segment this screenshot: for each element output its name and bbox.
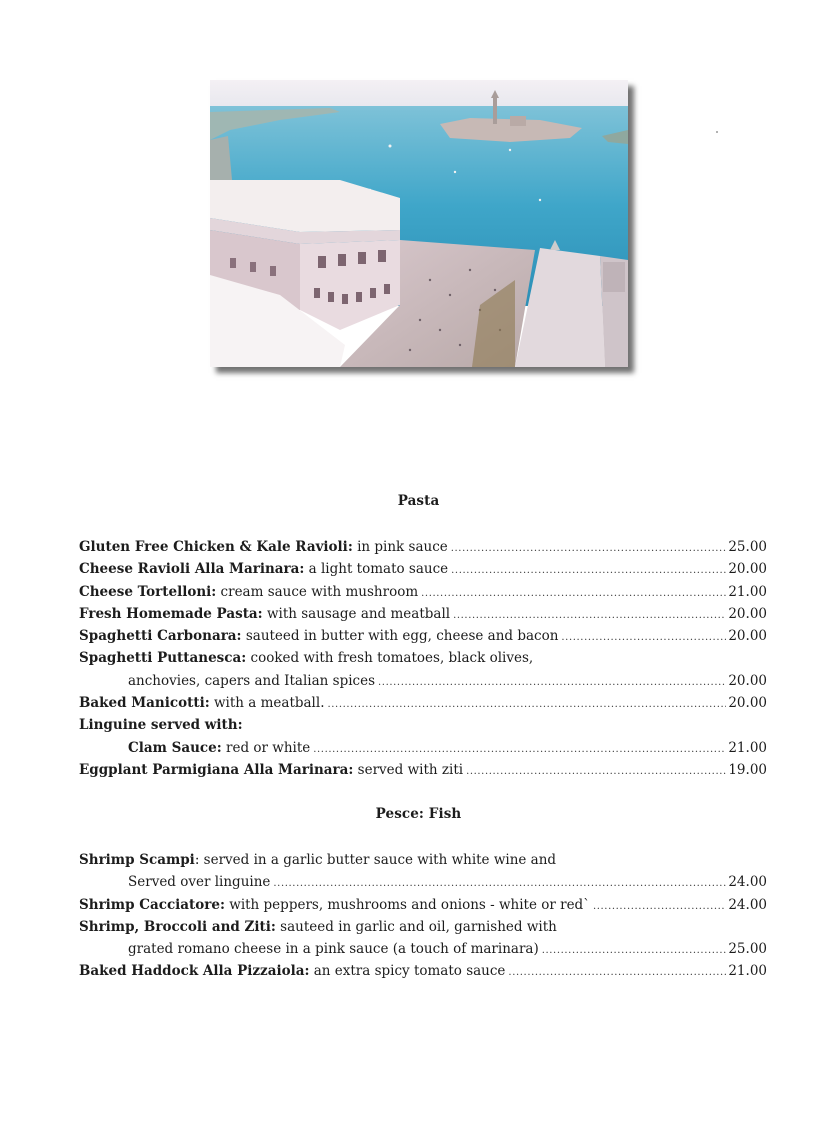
item-price: 21.00 (728, 963, 767, 980)
menu-item-shrimp-scampi (79, 849, 767, 871)
item-price: 20.00 (728, 695, 767, 712)
item-price: 20.00 (728, 672, 767, 689)
dot-leader (421, 583, 726, 605)
dot-leader (508, 962, 726, 984)
menu-item-shrimp-broccoli-ziti-cont (79, 938, 767, 960)
item-description: sauteed in butter with egg, cheese and bacon (241, 628, 559, 645)
menu-item-linguine (79, 714, 767, 736)
item-name: Gluten Free Chicken & Kale Ravioli: (79, 539, 353, 555)
dot-leader (466, 761, 726, 783)
dot-leader (542, 940, 727, 962)
item-name: Linguine served with: (79, 717, 243, 734)
item-price: 25.00 (728, 941, 767, 958)
dot-leader (378, 672, 726, 694)
item-description: cream sauce with mushroom (216, 583, 419, 600)
item-name: Shrimp Cacciatore: (79, 896, 225, 913)
item-name: Baked Manicotti: (79, 695, 210, 712)
fish-menu (79, 849, 767, 983)
item-name: Spaghetti Puttanesca: (79, 650, 247, 667)
item-name: Baked Haddock Alla Pizzaiola: (79, 963, 310, 980)
item-description: a light tomato sauce (304, 561, 449, 578)
menu-item-spaghetti-puttanesca-cont (79, 670, 767, 692)
pasta-menu (79, 536, 767, 781)
menu-item-baked-haddock (79, 960, 767, 982)
item-price: 20.00 (728, 561, 767, 578)
item-description: sauteed in garlic and oil, garnished with (275, 918, 557, 935)
item-name: Spaghetti Carbonara: (79, 628, 242, 645)
menu-item-homemade-pasta (79, 603, 767, 625)
menu-item-cheese-tortelloni (79, 581, 767, 603)
item-description: served with ziti (353, 761, 464, 778)
item-description: with a meatball. (209, 695, 325, 712)
item-description: in pink sauce (352, 539, 448, 555)
dot-leader (451, 560, 726, 582)
item-description: with peppers, mushrooms and onions - white or red` (224, 896, 590, 913)
item-description: cooked with fresh tomatoes, black olives, (246, 650, 534, 667)
pasta-section-title: Pasta (397, 493, 440, 509)
item-price: 24.00 (728, 896, 767, 913)
item-description-continued: Served over linguine (128, 874, 271, 891)
item-name: Eggplant Parmigiana Alla Marinara: (79, 761, 354, 778)
item-description-continued: grated romano cheese in a pink sauce (a touch of marinara) (128, 941, 539, 958)
item-price: 25.00 (728, 539, 767, 555)
menu-item-spaghetti-carbonara (79, 625, 767, 647)
menu-item-shrimp-cacciatore (79, 894, 767, 916)
item-name: Fresh Homemade Pasta: (79, 605, 263, 622)
item-price: 21.00 (728, 583, 767, 600)
dot-leader (273, 873, 726, 895)
menu-item-shrimp-broccoli-ziti (79, 916, 767, 938)
page-speck (716, 131, 718, 133)
item-name: Cheese Ravioli Alla Marinara: (79, 561, 305, 578)
item-description: red or white (221, 739, 311, 756)
venice-photo (210, 80, 628, 367)
item-price: 19.00 (728, 761, 767, 778)
menu-item-gluten-free-ravioli (79, 536, 767, 558)
menu-item-spaghetti-puttanesca (79, 647, 767, 669)
menu-item-baked-manicotti (79, 692, 767, 714)
item-description: an extra spicy tomato sauce (309, 963, 506, 980)
dot-leader (451, 538, 727, 560)
dot-leader (327, 694, 726, 716)
item-name: Shrimp, Broccoli and Ziti: (79, 918, 276, 935)
item-price: 20.00 (728, 628, 767, 645)
item-subname: Clam Sauce: (128, 739, 222, 756)
menu-item-shrimp-scampi-cont (79, 871, 767, 893)
item-price: 24.00 (728, 874, 767, 891)
item-price: 21.00 (728, 739, 767, 756)
item-name: Shrimp Scampi (79, 852, 195, 868)
item-name: Cheese Tortelloni: (79, 583, 217, 600)
item-price: 20.00 (728, 605, 767, 622)
item-description-continued: anchovies, capers and Italian spices (128, 672, 376, 689)
dot-leader (593, 896, 726, 918)
menu-item-eggplant-parmigiana (79, 759, 767, 781)
dot-leader (561, 627, 726, 649)
menu-item-cheese-ravioli (79, 558, 767, 580)
fish-section-title: Pesce: Fish (375, 806, 462, 822)
item-description: : served in a garlic butter sauce with white wine and (194, 852, 557, 868)
venice-photo-image (210, 80, 628, 367)
menu-item-clam-sauce (79, 737, 767, 759)
dot-leader (313, 739, 726, 761)
item-description: with sausage and meatball (262, 605, 451, 622)
dot-leader (453, 605, 726, 627)
